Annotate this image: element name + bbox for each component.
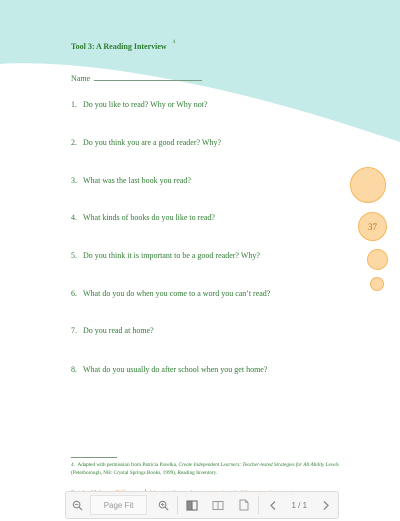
- question-2: [71, 138, 221, 147]
- document-view-button[interactable]: [232, 492, 256, 518]
- question-number: 8.: [71, 365, 77, 374]
- zoom-in-icon: [158, 500, 169, 511]
- page-indicator: 1 / 1: [291, 500, 308, 510]
- footnote-text-a: Adapted with permission from Patricia Pavelka,: [77, 462, 178, 468]
- question-number: 2.: [71, 138, 77, 147]
- question-text: Do you read at home?: [83, 326, 154, 335]
- zoom-out-button[interactable]: [66, 492, 90, 518]
- zoom-out-icon: [72, 500, 83, 511]
- question-number: 6.: [71, 289, 77, 298]
- footnote-rule: [71, 457, 117, 458]
- question-number: 1.: [71, 100, 77, 109]
- question-text: Do you like to read? Why or Why not?: [83, 100, 208, 109]
- zoom-in-button[interactable]: [151, 492, 175, 518]
- question-3: [71, 176, 191, 185]
- name-blank-line: [94, 72, 202, 81]
- chevron-right-icon: [322, 500, 330, 511]
- question-5: [71, 251, 260, 260]
- footnote-marker: 4: [172, 40, 176, 46]
- footnote-text-b: (Peterborough, NH: Crystal Springs Books, 1999), Reading Inventory.: [71, 469, 218, 476]
- footnote-book-title: Create Independent Learners: Teacher-tested Strategies for All Ability Levels: [178, 462, 339, 468]
- zoom-mode-select[interactable]: [90, 495, 148, 515]
- zoom-mode-label: Page Fit: [103, 500, 134, 510]
- decorative-circle-small: [370, 277, 384, 291]
- next-page-button[interactable]: [314, 492, 338, 518]
- question-text: Do you think it is important to be a good reader? Why?: [83, 251, 260, 260]
- question-number: 5.: [71, 251, 77, 260]
- question-4: [71, 213, 215, 222]
- page-number-badge: [358, 212, 387, 241]
- question-7: [71, 326, 154, 335]
- two-page-view-button[interactable]: [206, 492, 230, 518]
- question-number: 3.: [71, 176, 77, 185]
- question-1: [71, 100, 208, 109]
- question-6: [71, 289, 270, 298]
- page-title: [71, 42, 175, 51]
- viewer-toolbar: [65, 491, 339, 519]
- question-text: What was the last book you read?: [83, 176, 191, 185]
- question-number: 7.: [71, 326, 77, 335]
- previous-page-button[interactable]: [261, 492, 285, 518]
- document-icon: [239, 499, 249, 511]
- question-8: [71, 365, 267, 374]
- toolbar-divider: [258, 496, 259, 514]
- two-page-view-icon: [212, 500, 224, 511]
- name-field: [71, 72, 202, 83]
- page-number: 37: [368, 221, 377, 232]
- footnote: [71, 462, 341, 477]
- chevron-left-icon: [269, 500, 277, 511]
- name-label: Name: [71, 74, 91, 83]
- decorative-circle-large: [350, 167, 386, 203]
- question-text: Do you think you are a good reader? Why?: [83, 138, 222, 147]
- page-title-text: Tool 3: A Reading Interview: [71, 42, 167, 51]
- question-text: What do you usually do after school when you get home?: [83, 365, 268, 374]
- decorative-circle-medium: [367, 249, 388, 270]
- question-text: What kinds of books do you like to read?: [83, 213, 215, 222]
- question-text: What do you do when you come to a word you can’t read?: [83, 289, 271, 298]
- footnote-number: 4.: [71, 462, 75, 468]
- single-page-view-icon: [186, 500, 198, 511]
- single-page-view-button[interactable]: [180, 492, 204, 518]
- question-number: 4.: [71, 213, 77, 222]
- toolbar-divider: [177, 496, 178, 514]
